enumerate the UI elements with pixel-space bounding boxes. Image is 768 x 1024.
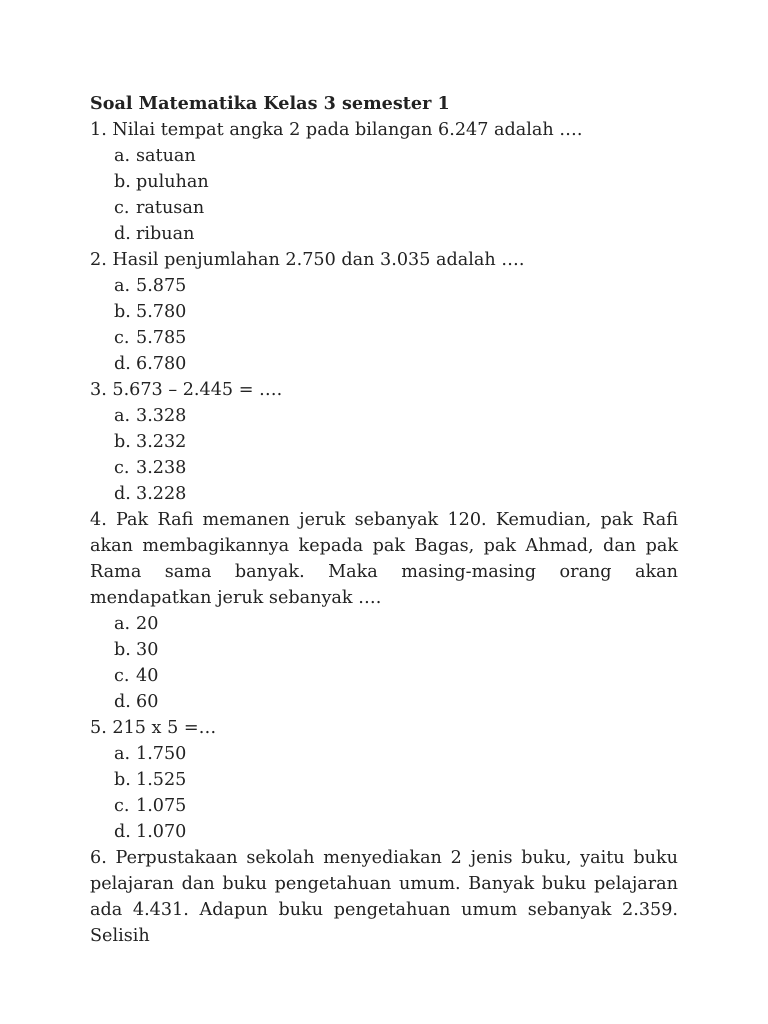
option-letter: b. (114, 770, 131, 790)
option-item (90, 455, 678, 481)
question-text: 3. 5.673 – 2.445 = …. (90, 380, 283, 400)
option-letter: b. (114, 172, 131, 192)
option-item (90, 221, 678, 247)
question-text: 6. Perpustakaan sekolah menyediakan 2 jenis buku, yaitu buku pelajaran dan buku pengetahuan umum. Banyak buku pelajaran ada 4.431. Adapun buku pengetahuan umum sebanyak 2.359. Selisih (90, 848, 678, 946)
option-text: 60 (136, 692, 159, 712)
option-letter: d. (114, 822, 131, 842)
option-item (90, 325, 678, 351)
option-list (90, 273, 678, 377)
option-text: 1.075 (136, 796, 187, 816)
option-text: 3.228 (136, 484, 187, 504)
option-letter: b. (114, 640, 131, 660)
option-item (90, 273, 678, 299)
option-item (90, 637, 678, 663)
option-text: 3.328 (136, 406, 187, 426)
option-text: 20 (136, 614, 159, 634)
option-item (90, 663, 678, 689)
option-letter: a. (114, 276, 131, 296)
option-text: 40 (136, 666, 159, 686)
option-text: 1.525 (136, 770, 187, 790)
question-4 (90, 507, 678, 715)
question-text: 2. Hasil penjumlahan 2.750 dan 3.035 adalah …. (90, 250, 525, 270)
option-item (90, 819, 678, 845)
option-letter: a. (114, 406, 131, 426)
option-text: 5.875 (136, 276, 187, 296)
option-item (90, 611, 678, 637)
option-item (90, 429, 678, 455)
question-3 (90, 377, 678, 507)
option-item (90, 767, 678, 793)
question-1 (90, 117, 678, 247)
option-text: puluhan (136, 172, 209, 192)
option-text: 3.232 (136, 432, 187, 452)
option-list (90, 611, 678, 715)
option-text: satuan (136, 146, 196, 166)
question-6 (90, 845, 678, 949)
option-item (90, 299, 678, 325)
option-letter: b. (114, 302, 131, 322)
option-item (90, 793, 678, 819)
option-list (90, 403, 678, 507)
option-item (90, 403, 678, 429)
option-item (90, 741, 678, 767)
option-letter: d. (114, 692, 131, 712)
option-text: 1.070 (136, 822, 187, 842)
option-letter: c. (114, 796, 130, 816)
option-letter: c. (114, 458, 130, 478)
question-2 (90, 247, 678, 377)
option-item (90, 689, 678, 715)
option-letter: b. (114, 432, 131, 452)
option-list (90, 741, 678, 845)
option-letter: d. (114, 484, 131, 504)
option-text: 6.780 (136, 354, 187, 374)
option-text: ratusan (136, 198, 205, 218)
option-letter: a. (114, 146, 131, 166)
question-text: 1. Nilai tempat angka 2 pada bilangan 6.247 adalah …. (90, 120, 583, 140)
option-letter: c. (114, 666, 130, 686)
option-letter: a. (114, 614, 131, 634)
option-letter: c. (114, 198, 130, 218)
option-text: 5.780 (136, 302, 187, 322)
option-item (90, 351, 678, 377)
option-text: 3.238 (136, 458, 187, 478)
option-letter: d. (114, 224, 131, 244)
option-text: 30 (136, 640, 159, 660)
option-letter: d. (114, 354, 131, 374)
option-text: 1.750 (136, 744, 187, 764)
option-letter: a. (114, 744, 131, 764)
option-item (90, 195, 678, 221)
option-list (90, 143, 678, 247)
question-text: 4. Pak Rafi memanen jeruk sebanyak 120. Kemudian, pak Rafi akan membagikannya kepada pak Bagas, pak Ahmad, dan pak Rama sama banyak. Maka masing-masing orang akan mendapatkan jeruk sebanyak …. (90, 510, 678, 608)
option-item (90, 169, 678, 195)
option-item (90, 481, 678, 507)
option-text: ribuan (136, 224, 195, 244)
option-letter: c. (114, 328, 130, 348)
option-item (90, 143, 678, 169)
document-title: Soal Matematika Kelas 3 semester 1 (90, 93, 450, 114)
question-text: 5. 215 x 5 =… (90, 718, 217, 738)
option-text: 5.785 (136, 328, 187, 348)
question-5 (90, 715, 678, 845)
